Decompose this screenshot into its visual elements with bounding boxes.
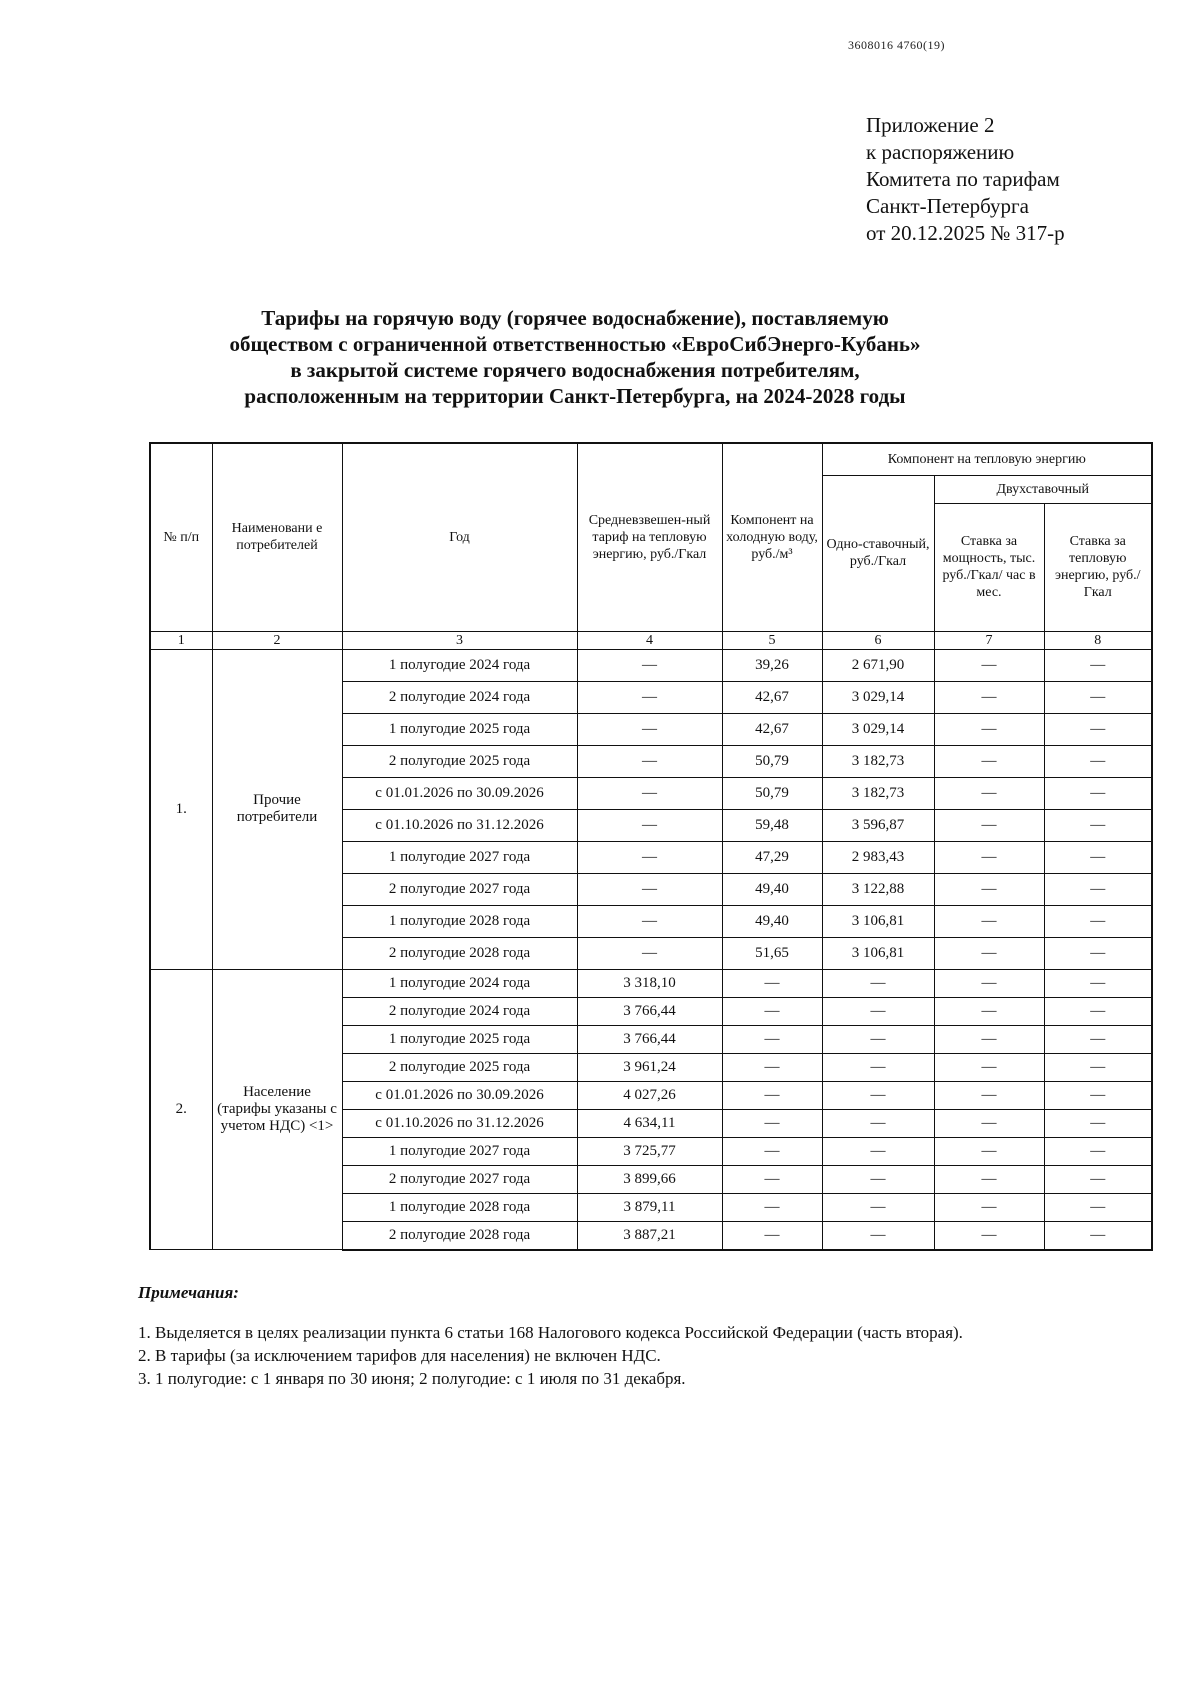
capacity-rate-cell: —: [934, 681, 1044, 713]
cold-water-cell: 50,79: [722, 745, 822, 777]
avg-tariff-cell: 4 634,11: [577, 1109, 722, 1137]
period-cell: с 01.10.2026 по 31.12.2026: [342, 809, 577, 841]
heat-rate-cell: —: [1044, 809, 1152, 841]
period-cell: 2 полугодие 2025 года: [342, 745, 577, 777]
cold-water-cell: —: [722, 1165, 822, 1193]
cold-water-cell: 39,26: [722, 649, 822, 681]
capacity-rate-cell: —: [934, 713, 1044, 745]
consumer-name: Прочие потребители: [212, 649, 342, 969]
capacity-rate-cell: —: [934, 1025, 1044, 1053]
period-cell: 2 полугодие 2027 года: [342, 873, 577, 905]
title-line: обществом с ограниченной ответственностью «ЕвроСибЭнерго-Кубань»: [229, 332, 921, 356]
table-row: [150, 969, 1152, 997]
period-cell: 1 полугодие 2028 года: [342, 905, 577, 937]
capacity-rate-cell: —: [934, 649, 1044, 681]
heat-rate-cell: —: [1044, 873, 1152, 905]
cold-water-cell: —: [722, 1081, 822, 1109]
single-rate-cell: —: [822, 1053, 934, 1081]
period-cell: 2 полугодие 2028 года: [342, 1221, 577, 1250]
capacity-rate-cell: —: [934, 745, 1044, 777]
period-cell: 1 полугодие 2025 года: [342, 713, 577, 745]
capacity-rate-cell: —: [934, 1165, 1044, 1193]
cold-water-cell: 47,29: [722, 841, 822, 873]
column-number: 7: [934, 631, 1044, 649]
heat-rate-cell: —: [1044, 713, 1152, 745]
period-cell: 1 полугодие 2025 года: [342, 1025, 577, 1053]
cold-water-cell: 50,79: [722, 777, 822, 809]
tariff-table: [149, 442, 1153, 1251]
single-rate-cell: —: [822, 997, 934, 1025]
cold-water-cell: 49,40: [722, 905, 822, 937]
single-rate-cell: 3 029,14: [822, 681, 934, 713]
column-number: 2: [212, 631, 342, 649]
single-rate-cell: —: [822, 1109, 934, 1137]
cold-water-cell: 42,67: [722, 713, 822, 745]
period-cell: 2 полугодие 2027 года: [342, 1165, 577, 1193]
heat-rate-cell: —: [1044, 1053, 1152, 1081]
heat-rate-cell: —: [1044, 681, 1152, 713]
column-number: 3: [342, 631, 577, 649]
capacity-rate-cell: —: [934, 873, 1044, 905]
avg-tariff-cell: 3 899,66: [577, 1165, 722, 1193]
heat-rate-cell: —: [1044, 745, 1152, 777]
period-cell: 1 полугодие 2027 года: [342, 1137, 577, 1165]
cold-water-cell: 59,48: [722, 809, 822, 841]
period-cell: с 01.01.2026 по 30.09.2026: [342, 1081, 577, 1109]
cold-water-cell: —: [722, 1053, 822, 1081]
period-cell: 2 полугодие 2024 года: [342, 997, 577, 1025]
header-heat-component: Компонент на тепловую энергию: [822, 443, 1152, 475]
title-line: в закрытой системе горячего водоснабжения потребителям,: [290, 358, 860, 382]
avg-tariff-cell: —: [577, 713, 722, 745]
cold-water-cell: —: [722, 969, 822, 997]
capacity-rate-cell: —: [934, 1109, 1044, 1137]
capacity-rate-cell: —: [934, 1193, 1044, 1221]
avg-tariff-cell: 3 766,44: [577, 997, 722, 1025]
single-rate-cell: —: [822, 1193, 934, 1221]
heat-rate-cell: —: [1044, 997, 1152, 1025]
heat-rate-cell: —: [1044, 1165, 1152, 1193]
avg-tariff-cell: —: [577, 809, 722, 841]
notes-title: Примечания:: [138, 1283, 239, 1302]
heat-rate-cell: —: [1044, 1137, 1152, 1165]
header-two-rate: Двухставочный: [934, 475, 1152, 503]
group-number: 1.: [150, 649, 212, 969]
title-line: Тарифы на горячую воду (горячее водоснабжение), поставляемую: [261, 306, 889, 330]
period-cell: 2 полугодие 2025 года: [342, 1053, 577, 1081]
avg-tariff-cell: —: [577, 841, 722, 873]
avg-tariff-cell: 3 725,77: [577, 1137, 722, 1165]
capacity-rate-cell: —: [934, 809, 1044, 841]
cold-water-cell: 42,67: [722, 681, 822, 713]
single-rate-cell: —: [822, 1025, 934, 1053]
period-cell: 1 полугодие 2024 года: [342, 649, 577, 681]
column-number: 4: [577, 631, 722, 649]
single-rate-cell: 2 671,90: [822, 649, 934, 681]
avg-tariff-cell: —: [577, 681, 722, 713]
column-number: 5: [722, 631, 822, 649]
group-number: 2.: [150, 969, 212, 1250]
heat-rate-cell: —: [1044, 1109, 1152, 1137]
period-cell: 1 полугодие 2028 года: [342, 1193, 577, 1221]
document-title: [140, 305, 1010, 409]
header-year: Год: [342, 443, 577, 631]
heat-rate-cell: —: [1044, 937, 1152, 969]
cold-water-cell: —: [722, 1193, 822, 1221]
capacity-rate-cell: —: [934, 1221, 1044, 1250]
period-cell: 1 полугодие 2027 года: [342, 841, 577, 873]
single-rate-cell: 3 106,81: [822, 905, 934, 937]
appendix-line: Приложение 2: [866, 113, 995, 137]
appendix-line: Комитета по тарифам: [866, 167, 1060, 191]
single-rate-cell: —: [822, 969, 934, 997]
column-number: 1: [150, 631, 212, 649]
column-number: 6: [822, 631, 934, 649]
appendix-line: от 20.12.2025 № 317-р: [866, 221, 1065, 245]
header-num: № п/п: [150, 443, 212, 631]
cold-water-cell: —: [722, 1109, 822, 1137]
capacity-rate-cell: —: [934, 1137, 1044, 1165]
heat-rate-cell: —: [1044, 649, 1152, 681]
avg-tariff-cell: 4 027,26: [577, 1081, 722, 1109]
avg-tariff-cell: —: [577, 937, 722, 969]
heat-rate-cell: —: [1044, 777, 1152, 809]
cold-water-cell: 51,65: [722, 937, 822, 969]
capacity-rate-cell: —: [934, 1053, 1044, 1081]
header-cold-water: Компонент на холодную воду, руб./м³: [722, 443, 822, 631]
capacity-rate-cell: —: [934, 997, 1044, 1025]
single-rate-cell: —: [822, 1165, 934, 1193]
heat-rate-cell: —: [1044, 969, 1152, 997]
appendix-reference: [866, 112, 1065, 247]
cold-water-cell: —: [722, 1025, 822, 1053]
single-rate-cell: 3 106,81: [822, 937, 934, 969]
avg-tariff-cell: —: [577, 745, 722, 777]
heat-rate-cell: —: [1044, 1221, 1152, 1250]
capacity-rate-cell: —: [934, 905, 1044, 937]
single-rate-cell: —: [822, 1137, 934, 1165]
notes-section: [138, 1283, 963, 1390]
capacity-rate-cell: —: [934, 937, 1044, 969]
table-row: [150, 649, 1152, 681]
avg-tariff-cell: 3 887,21: [577, 1221, 722, 1250]
title-line: расположенным на территории Санкт-Петербурга, на 2024-2028 годы: [244, 384, 906, 408]
single-rate-cell: 3 182,73: [822, 777, 934, 809]
capacity-rate-cell: —: [934, 841, 1044, 873]
cold-water-cell: 49,40: [722, 873, 822, 905]
heat-rate-cell: —: [1044, 905, 1152, 937]
header-avg-tariff: Средневзвешен-ный тариф на тепловую энергию, руб./Гкал: [577, 443, 722, 631]
column-number: 8: [1044, 631, 1152, 649]
header-capacity-rate: Ставка за мощность, тыс. руб./Гкал/ час в мес.: [934, 503, 1044, 631]
heat-rate-cell: —: [1044, 1193, 1152, 1221]
cold-water-cell: —: [722, 997, 822, 1025]
appendix-line: к распоряжению: [866, 140, 1015, 164]
avg-tariff-cell: 3 766,44: [577, 1025, 722, 1053]
single-rate-cell: 3 029,14: [822, 713, 934, 745]
cold-water-cell: —: [722, 1221, 822, 1250]
period-cell: 2 полугодие 2024 года: [342, 681, 577, 713]
capacity-rate-cell: —: [934, 777, 1044, 809]
heat-rate-cell: —: [1044, 841, 1152, 873]
period-cell: 1 полугодие 2024 года: [342, 969, 577, 997]
capacity-rate-cell: —: [934, 1081, 1044, 1109]
appendix-line: Санкт-Петербурга: [866, 194, 1029, 218]
header-single-rate: Одно-ставочный, руб./Гкал: [822, 475, 934, 631]
avg-tariff-cell: —: [577, 905, 722, 937]
period-cell: с 01.01.2026 по 30.09.2026: [342, 777, 577, 809]
heat-rate-cell: —: [1044, 1081, 1152, 1109]
single-rate-cell: 2 983,43: [822, 841, 934, 873]
capacity-rate-cell: —: [934, 969, 1044, 997]
avg-tariff-cell: 3 879,11: [577, 1193, 722, 1221]
period-cell: с 01.10.2026 по 31.12.2026: [342, 1109, 577, 1137]
avg-tariff-cell: —: [577, 873, 722, 905]
note-item: 1. Выделяется в целях реализации пункта 6 статьи 168 Налогового кодекса Российской Федерации (часть вторая).: [138, 1323, 963, 1342]
avg-tariff-cell: 3 961,24: [577, 1053, 722, 1081]
cold-water-cell: —: [722, 1137, 822, 1165]
single-rate-cell: —: [822, 1221, 934, 1250]
note-item: 3. 1 полугодие: с 1 января по 30 июня; 2 полугодие: с 1 июля по 31 декабря.: [138, 1369, 686, 1388]
header-heat-rate: Ставка за тепловую энергию, руб./Гкал: [1044, 503, 1152, 631]
single-rate-cell: 3 122,88: [822, 873, 934, 905]
single-rate-cell: 3 182,73: [822, 745, 934, 777]
period-cell: 2 полугодие 2028 года: [342, 937, 577, 969]
consumer-name: Население (тарифы указаны с учетом НДС) <1>: [212, 969, 342, 1250]
single-rate-cell: 3 596,87: [822, 809, 934, 841]
single-rate-cell: —: [822, 1081, 934, 1109]
avg-tariff-cell: —: [577, 649, 722, 681]
avg-tariff-cell: —: [577, 777, 722, 809]
heat-rate-cell: —: [1044, 1025, 1152, 1053]
avg-tariff-cell: 3 318,10: [577, 969, 722, 997]
document-number: 3608016 4760(19): [848, 38, 945, 52]
note-item: 2. В тарифы (за исключением тарифов для населения) не включен НДС.: [138, 1346, 661, 1365]
header-consumer: Наименовани е потребителей: [212, 443, 342, 631]
